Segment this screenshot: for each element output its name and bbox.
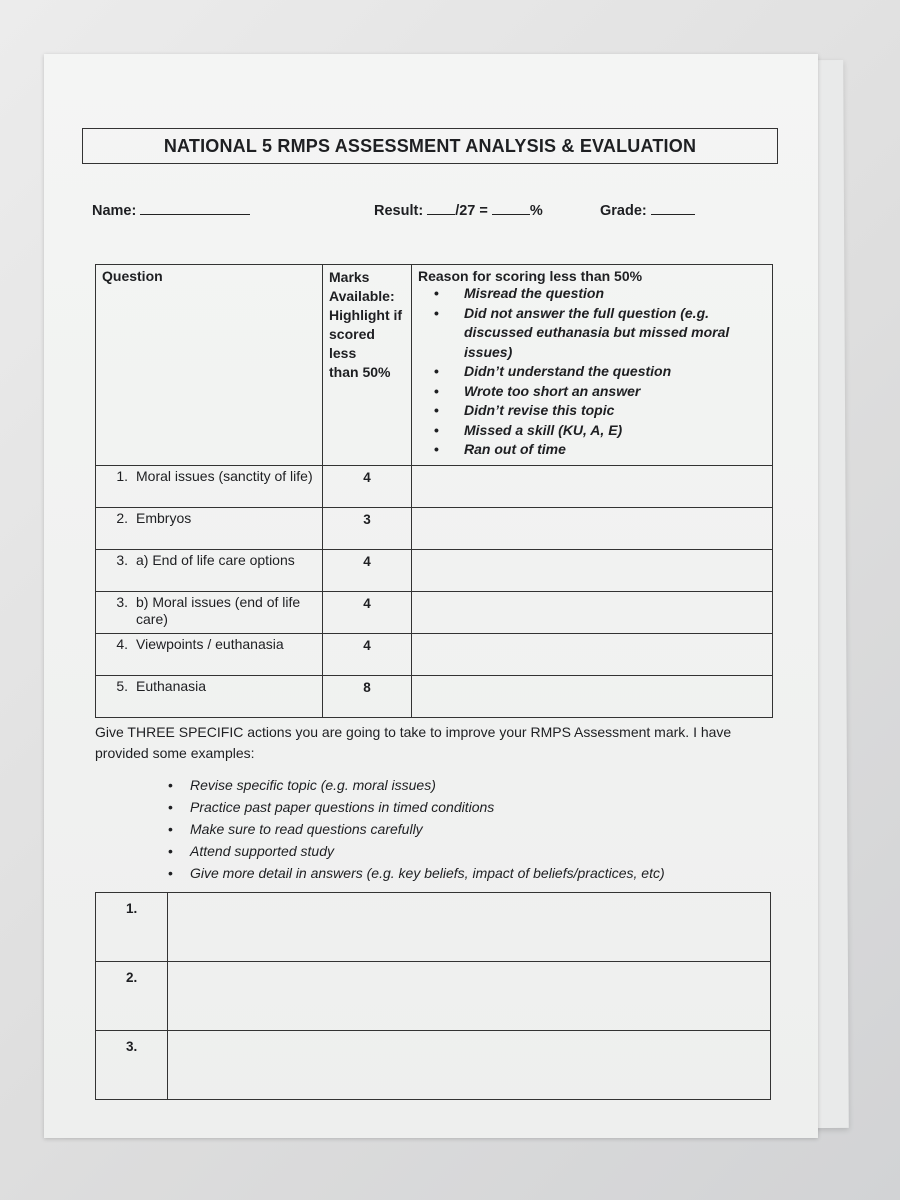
marks-header-line: Highlight if [329,307,403,323]
question-text: Viewpoints / euthanasia [136,636,284,652]
question-number: 2. [116,510,128,526]
name-label: Name: [92,203,137,219]
reason-cell[interactable] [412,550,773,592]
example-item: • Attend supported study [168,840,665,862]
worksheet-page [44,54,818,1138]
action-answer-cell[interactable] [168,893,771,962]
question-cell [96,634,323,676]
reason-item: • Didn’t revise this topic [432,401,772,421]
actions-table [95,892,771,1100]
reason-header-title: Reason for scoring less than 50% [418,268,643,284]
question-row [96,676,773,718]
marks-cell: 4 [323,466,412,508]
reason-cell[interactable] [412,592,773,634]
percent-blank [492,202,530,215]
marks-header-line: than 50% [329,364,391,380]
action-number: 1. [96,893,168,962]
marks-header [323,265,412,466]
marks-cell: 3 [323,508,412,550]
reason-cell[interactable] [412,508,773,550]
name-field [92,202,250,219]
result-label: Result: [374,203,424,219]
reason-item: • Ran out of time [432,440,772,460]
analysis-table [95,264,773,718]
question-row [96,634,773,676]
question-text: Moral issues (sanctity of life) [136,468,313,484]
marks-cell: 4 [323,592,412,634]
reason-item: • Did not answer the full question (e.g. discussed euthanasia but missed moral issues) [432,304,772,363]
action-number: 3. [96,1031,168,1100]
page-title [82,128,778,164]
title-text: NATIONAL 5 RMPS ASSESSMENT ANALYSIS & EVALUATION [163,135,697,156]
reason-item: • Wrote too short an answer [432,382,772,402]
reason-cell[interactable] [412,634,773,676]
question-text: Embryos [136,510,192,526]
reason-item: • Didn’t understand the question [432,362,772,382]
question-cell [96,676,323,718]
question-cell [96,508,323,550]
marks-header-line: Available: [329,288,395,304]
score-blank [427,202,455,215]
actions-intro: Give THREE SPECIFIC actions you are going to take to improve your RMPS Assessment mark. I have provided some examples: [95,724,732,761]
action-answer-cell[interactable] [168,962,771,1031]
reason-item: • Missed a skill (KU, A, E) [432,421,772,441]
marks-cell: 4 [323,550,412,592]
question-number: 5. [116,678,128,694]
question-row [96,550,773,592]
question-number: 4. [116,636,128,652]
marks-cell: 8 [323,676,412,718]
reason-cell[interactable] [412,676,773,718]
question-cell [96,466,323,508]
grade-blank [651,202,695,215]
question-cell [96,592,323,634]
action-row [96,1031,771,1100]
example-item: • Practice past paper questions in timed conditions [168,796,665,818]
result-total: /27 = [455,203,488,219]
grade-field [600,202,695,219]
reason-item: • Misread the question [432,284,772,304]
question-text: a) End of life care options [136,552,295,568]
action-row [96,893,771,962]
example-item: • Make sure to read questions carefully [168,818,665,840]
example-item: • Revise specific topic (e.g. moral issues) [168,774,665,796]
marks-header-text [323,265,411,385]
name-blank [140,202,250,215]
percent-sign: % [529,203,543,219]
question-text: b) Moral issues (end of life care) [136,594,301,627]
question-header [96,265,323,466]
question-number: 1. [116,468,128,484]
question-row [96,508,773,550]
question-number: 3. [116,552,128,568]
marks-cell: 4 [323,634,412,676]
question-cell [96,550,323,592]
action-number: 2. [96,962,168,1031]
marks-header-line: Marks [329,269,370,285]
reason-header [412,265,773,466]
result-field [374,202,543,219]
analysis-header-row [96,265,773,466]
example-list [168,774,665,884]
action-row [96,962,771,1031]
marks-header-line: scored less [329,326,375,361]
reason-list [412,284,772,460]
question-header-text: Question [102,268,163,284]
grade-label: Grade: [600,203,647,219]
action-answer-cell[interactable] [168,1031,771,1100]
question-number: 3. [116,594,128,610]
question-text: Euthanasia [136,678,207,694]
question-row [96,466,773,508]
reason-cell[interactable] [412,466,773,508]
example-item: • Give more detail in answers (e.g. key beliefs, impact of beliefs/practices, etc) [168,862,665,884]
question-row [96,592,773,634]
